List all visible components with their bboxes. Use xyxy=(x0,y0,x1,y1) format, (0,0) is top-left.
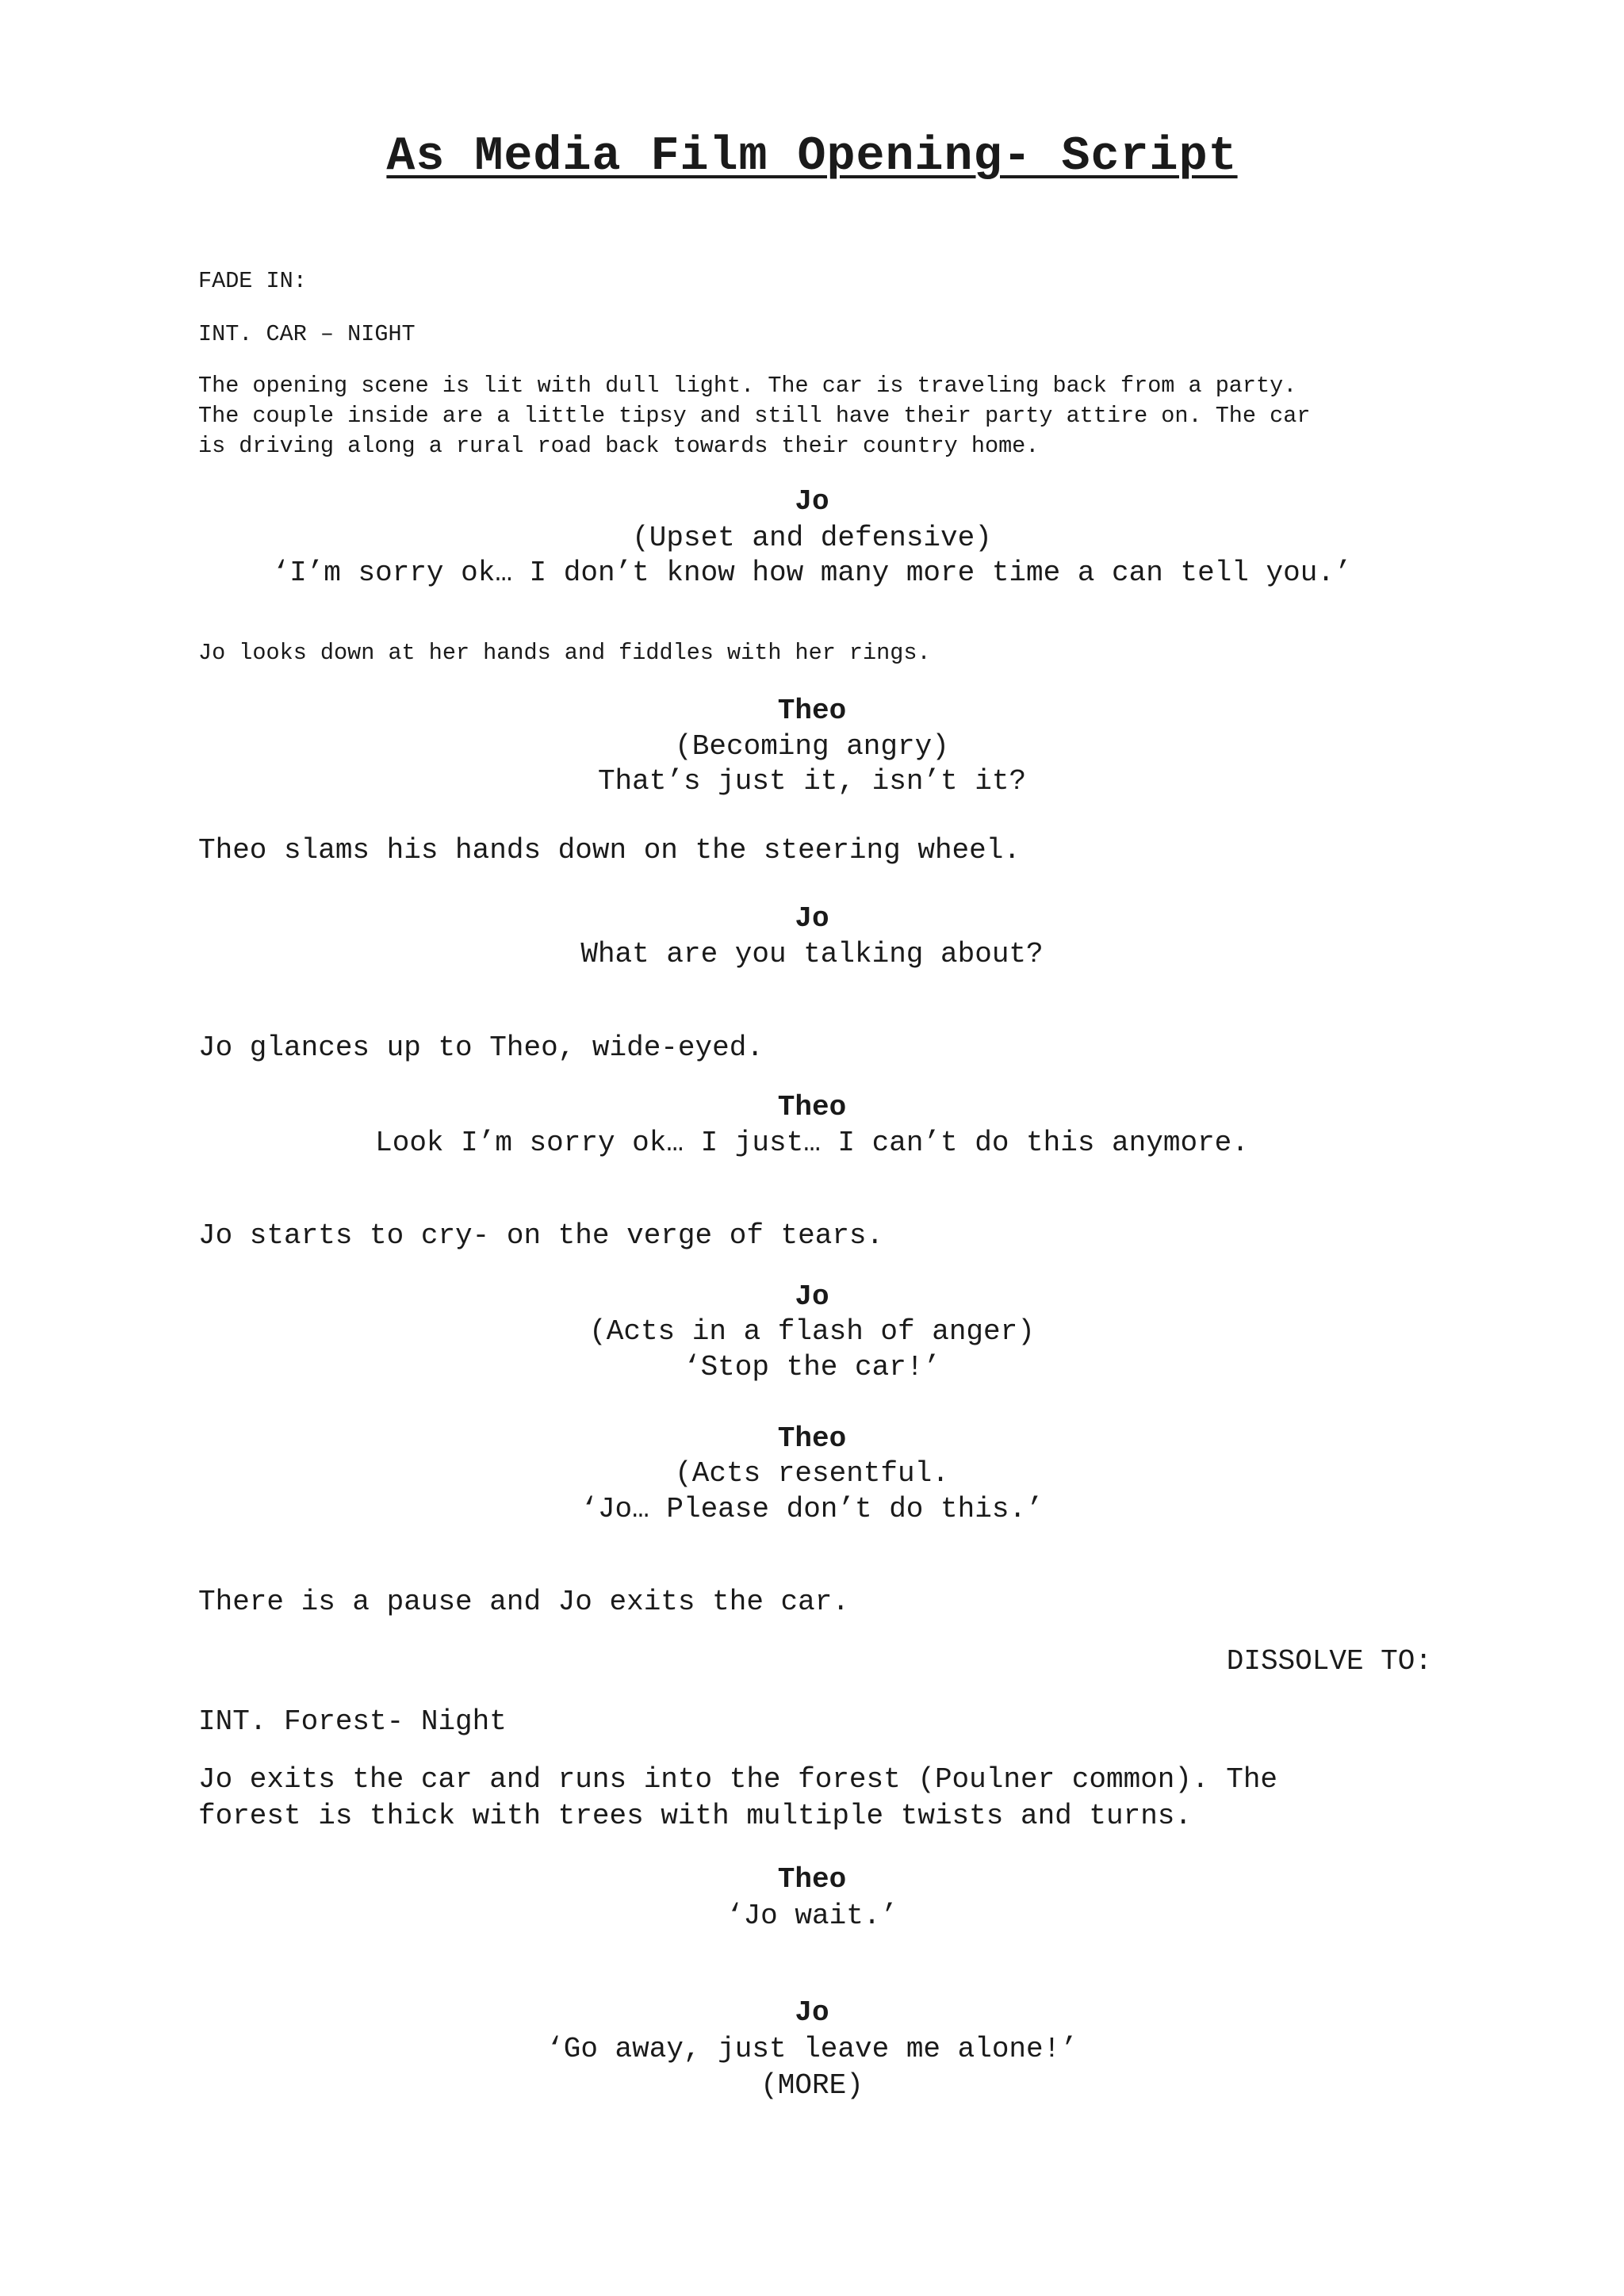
more-marker: (MORE) xyxy=(760,2069,864,2102)
character-name: Theo xyxy=(777,1091,847,1123)
dialogue-line: What are you talking about? xyxy=(580,938,1044,970)
character-name: Theo xyxy=(777,695,847,727)
parenthetical: (Acts resentful. xyxy=(675,1457,949,1490)
character-name: Theo xyxy=(777,1422,847,1455)
dialogue-line: ‘Stop the car!’ xyxy=(683,1351,941,1383)
parenthetical: (Upset and defensive) xyxy=(632,522,992,554)
action-text: Jo exits the car and runs into the forest (Poulner common). The forest is thick with trees with multiple twists and turns. xyxy=(198,1763,1278,1832)
character-name: Jo xyxy=(795,1280,829,1313)
character-name: Jo xyxy=(795,485,829,518)
scene-heading: INT. Forest- Night xyxy=(198,1705,507,1738)
page-title: As Media Film Opening- Script xyxy=(386,130,1238,184)
character-name: Jo xyxy=(795,1996,829,2029)
parenthetical: (Acts in a flash of anger) xyxy=(589,1315,1035,1348)
action-text: Jo glances up to Theo, wide-eyed. xyxy=(198,1031,764,1064)
transition: DISSOLVE TO: xyxy=(1226,1645,1432,1678)
scene-heading: INT. CAR – NIGHT xyxy=(198,321,416,347)
action-text: Jo starts to cry- on the verge of tears. xyxy=(198,1219,884,1252)
action-text: The opening scene is lit with dull light. The car is traveling back from a party. The couple inside are a little tipsy and still have their party attire on. The car is driving along a rural road back towards their country home. xyxy=(198,373,1311,459)
dialogue-line: Look I’m sorry ok… I just… I can’t do this anymore. xyxy=(375,1127,1249,1159)
dialogue-line: ‘I’m sorry ok… I don’t know how many more time a can tell you.’ xyxy=(272,557,1352,589)
fade-in-transition: FADE IN: xyxy=(198,268,307,294)
action-text: Jo looks down at her hands and fiddles with her rings. xyxy=(198,640,931,666)
dialogue-line: ‘Go away, just leave me alone!’ xyxy=(546,2033,1078,2065)
dialogue-line: That’s just it, isn’t it? xyxy=(597,765,1027,798)
parenthetical: (Becoming angry) xyxy=(675,730,949,763)
action-text: There is a pause and Jo exits the car. xyxy=(198,1586,849,1618)
dialogue-line: ‘Jo… Please don’t do this.’ xyxy=(580,1493,1044,1525)
character-name: Jo xyxy=(795,902,829,935)
dialogue-line: ‘Jo wait.’ xyxy=(726,1900,898,1932)
action-text: Theo slams his hands down on the steering wheel. xyxy=(198,834,1021,867)
character-name: Theo xyxy=(777,1863,847,1896)
